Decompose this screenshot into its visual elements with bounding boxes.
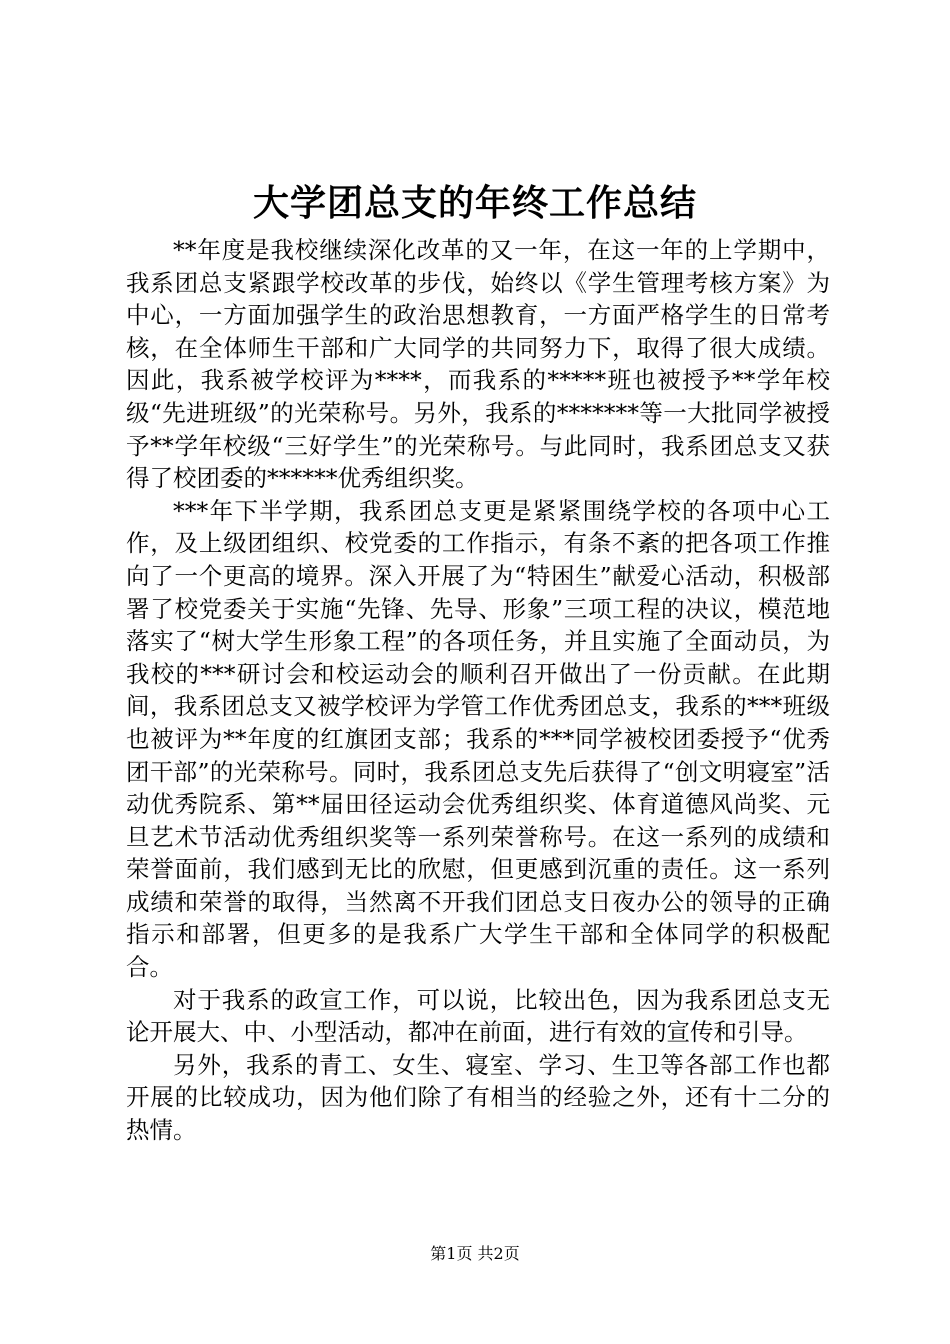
paragraph-4: 另外，我系的青工、女生、寝室、学习、生卫等各部工作也都开展的比较成功，因为他们除了有相当的经验之外，还有十二分的热情。	[126, 1050, 830, 1145]
paragraph-1: **年度是我校继续深化改革的又一年，在这一年的上学期中，我系团总支紧跟学校改革的步伐，始终以《学生管理考核方案》为中心，一方面加强学生的政治思想教育，一方面严格学生的日常考核，在全体师生干部和广大同学的共同努力下，取得了很大成绩。因此，我系被学校评为****，而我系的*****班也被授予**学年校级“先进班级”的光荣称号。另外，我系的*******等一大批同学被授予**学年校级“三好学生”的光荣称号。与此同时，我系团总支又获得了校团委的******优秀组织奖。	[126, 236, 830, 493]
paragraph-3: 对于我系的政宣工作，可以说，比较出色，因为我系团总支无论开展大、中、小型活动，都冲在前面，进行有效的宣传和引导。	[126, 985, 830, 1047]
paragraph-2: ***年下半学期，我系团总支更是紧紧围绕学校的各项中心工作，及上级团组织、校党委的工作指示，有条不紊的把各项工作推向了一个更高的境界。深入开展了为“特困生”献爱心活动，积极部署了校党委关于实施“先锋、先导、形象”三项工程的决议，模范地落实了“树大学生形象工程”的各项任务，并且实施了全面动员，为我校的***研讨会和校运动会的顺利召开做出了一份贡献。在此期间，我系团总支又被学校评为学管工作优秀团总支，我系的***班级也被评为**年度的红旗团支部；我系的***同学被校团委授予“优秀团干部”的光荣称号。同时，我系团总支先后获得了“创文明寝室”活动优秀院系、第**届田径运动会优秀组织奖、体育道德风尚奖、元旦艺术节活动优秀组织奖等一系列荣誉称号。在这一系列的成绩和荣誉面前，我们感到无比的欣慰，但更感到沉重的责任。这一系列成绩和荣誉的取得，当然离不开我们团总支日夜办公的领导的正确指示和部署，但更多的是我系广大学生干部和全体同学的积极配合。	[126, 496, 830, 982]
document-body	[126, 234, 830, 1147]
document-title: 大学团总支的年终工作总结	[252, 182, 697, 224]
page-number-footer: 第1页 共2页	[430, 1244, 520, 1263]
